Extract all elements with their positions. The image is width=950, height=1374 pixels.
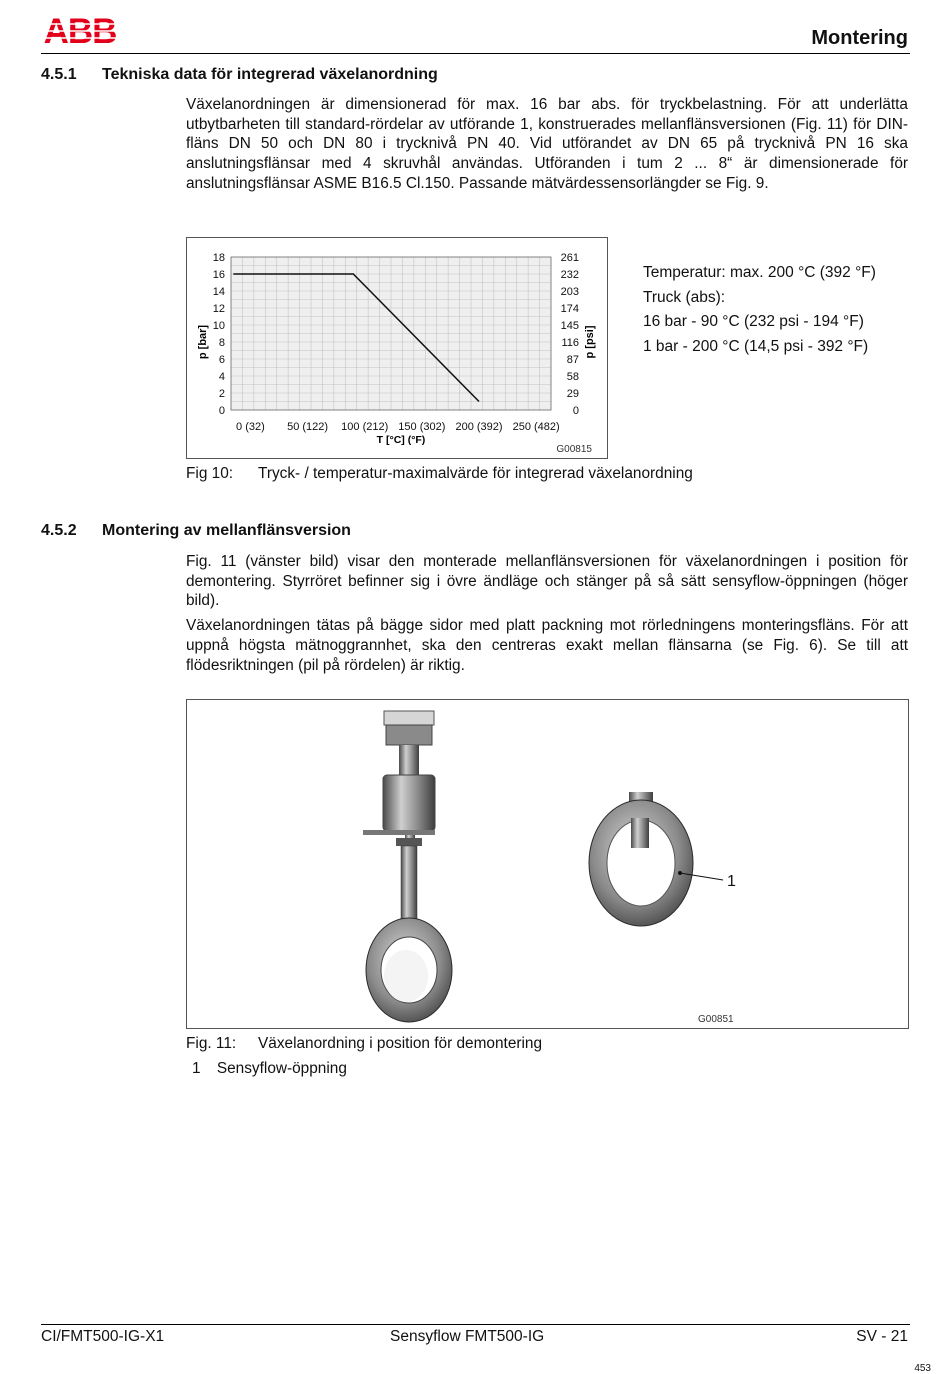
section-header-title: Montering [811,27,908,49]
section-number: 4.5.1 [41,66,77,83]
y-tick-label: 0 [218,405,225,417]
section-title: Montering av mellanflänsversion [102,522,351,539]
legend-text: Sensyflow-öppning [216,1060,347,1077]
pressure-temperature-info [643,261,876,359]
fig11-label: Fig. 11: [186,1035,237,1052]
info-line-3: 16 bar - 90 °C (232 psi - 194 °F) [643,313,864,330]
fig11-legend [192,1060,347,1078]
y2-tick-label: 87 [566,354,579,366]
device-illustration [187,700,908,1028]
y2-tick-label: 232 [560,269,579,281]
x-tick-label: 250 (482) [512,421,560,433]
y-tick-label: 10 [212,320,225,332]
chart-svg [187,238,607,458]
y-tick-label: 4 [218,371,225,383]
y-tick-label: 2 [218,388,225,400]
legend-number: 1 [192,1060,201,1077]
info-line-2: Truck (abs): [643,288,726,306]
y2-tick-label: 0 [572,405,579,417]
section-heading-452 [41,522,641,542]
fig10-text: Tryck- / temperatur-maximalvärde för integrerad växelanordning [258,465,693,482]
section-heading-451 [41,66,641,86]
logo-text: ABB [43,14,117,46]
y2-tick-label: 29 [566,388,579,400]
fig10-label: Fig 10: [186,465,234,482]
pressure-temperature-chart [186,237,608,459]
y-tick-label: 14 [212,286,225,298]
y-axis-label: p [bar] [197,324,209,360]
fig11-text: Växelanordning i position för demontering [258,1035,543,1052]
abb-logo [41,14,119,46]
section-number: 4.5.2 [41,522,77,539]
photo-figure-id: G00851 [698,1014,734,1025]
footer-doc-id: CI/FMT500-IG-X1 [41,1328,165,1345]
x-axis-label: T [°C] (°F) [376,434,426,446]
chart-figure-id: G00815 [556,444,592,455]
paragraph-text: Fig. 11 (vänster bild) visar den monterade mellanflänsversionen för växelanordningen i position för demontering. Styrröret befinner sig i övre ändläge och stänger på så sätt sensyflow-öppningen (höger bild). [186,553,908,610]
y-tick-label: 6 [218,354,225,366]
fig11-caption [186,1035,786,1055]
y2-tick-label: 203 [560,286,579,298]
paragraph-text: Växelanordningen tätas på bägge sidor med platt packning mot rörledningens monteringsfläns. För att uppnå högsta mätnoggrannhet, ska den centreras exakt mellan flänsarna (se Fig. 6). Se till att flödesriktningen (pil på rördelen) är riktig. [186,617,908,674]
info-line-1: Temperatur: max. 200 °C (392 °F) [643,264,876,281]
x-tick-label: 150 (302) [398,421,446,433]
y-tick-label: 18 [212,252,225,264]
page-number: 453 [914,1363,931,1374]
y2-tick-label: 261 [560,252,579,264]
paragraph-text: Växelanordningen är dimensionerad för max. 16 bar abs. för tryckbelastning. För att underlätta utbytbarheten till standard-rördelar av utförande 1, konstruerades mellanflänsversionen (Fig. 11) för DIN-fläns DN 50 och DN 80 i trycknivå PN 40. Vid utförandet av DN 65 på trycknivå PN 16 ska anslutningsflänsar med 4 skruvhål användas. Utföranden i tum 2 ... 8“ är dimensionerade för anslutningsflänsar ASME B16.5 Cl.150. Passande mätvärdessensorlängder se Fig. 9. [186,96,908,192]
y-tick-label: 12 [212,303,225,315]
footer-page: SV - 21 [856,1328,908,1345]
sensyflow-ring-image [589,792,736,926]
x-tick-label: 0 (32) [236,421,265,433]
x-tick-label: 200 (392) [455,421,503,433]
y2-tick-label: 174 [560,303,579,315]
y2-tick-label: 145 [560,320,579,332]
section-title: Tekniska data för integrerad växelanordning [102,66,438,83]
flowmeter-assembly-image [363,711,452,1022]
fig11-photo [186,699,909,1029]
fig10-caption [186,465,786,485]
y-tick-label: 8 [218,337,225,349]
section-451-paragraph [186,95,908,194]
y-tick-label: 16 [212,269,225,281]
y2-axis-label: p [psi] [584,325,596,359]
callout-number: 1 [727,873,736,890]
footer-product: Sensyflow FMT500-IG [390,1328,545,1345]
info-line-4: 1 bar - 200 °C (14,5 psi - 392 °F) [643,337,869,355]
footer-rule [41,1324,910,1325]
x-tick-label: 50 (122) [287,421,329,433]
section-452-paragraphs [186,552,908,675]
x-tick-label: 100 (212) [341,421,389,433]
header-rule [41,53,910,54]
y2-tick-label: 58 [566,371,579,383]
y2-tick-label: 116 [561,337,579,349]
